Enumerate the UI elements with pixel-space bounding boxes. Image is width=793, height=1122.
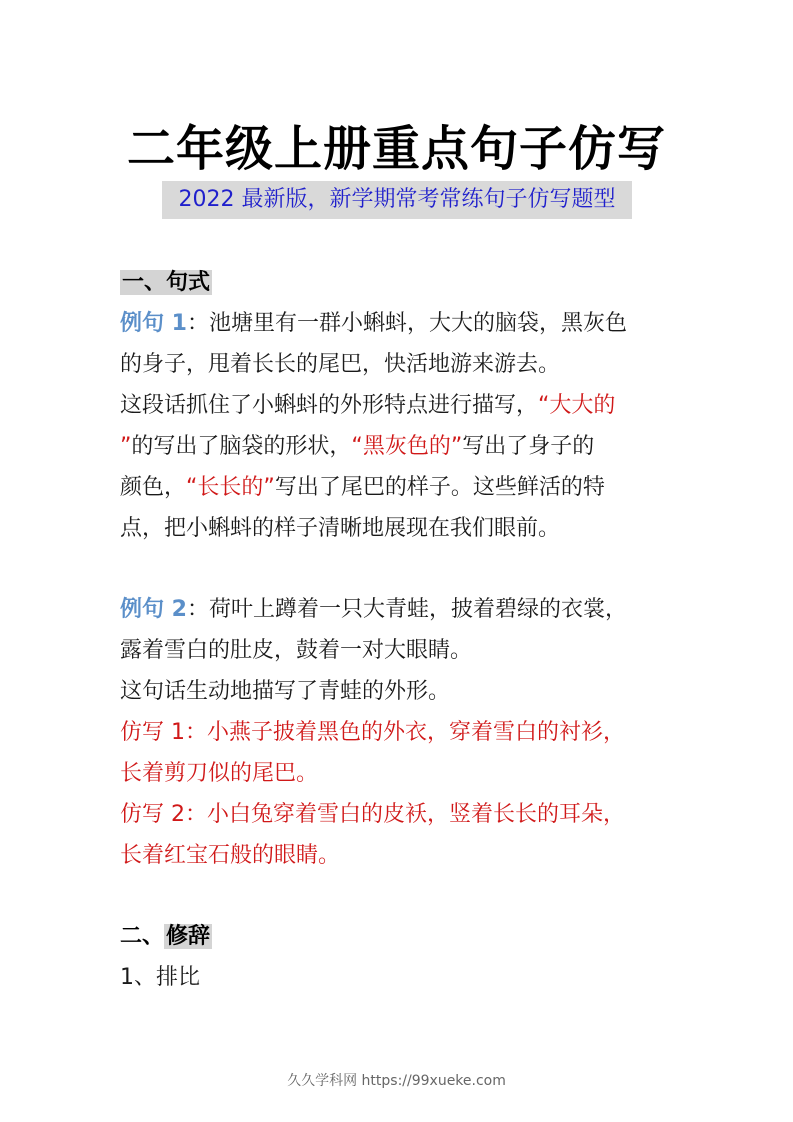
analysis-1-text-b: 的写出了脑袋的形状， bbox=[131, 434, 352, 459]
analysis-1-text-c: 写出了身子的 bbox=[462, 434, 595, 459]
analysis-1-quote-b: “黑灰色的” bbox=[351, 434, 463, 459]
example-1-text-1: ：池塘里有一群小蝌蚪，大大的脑袋，黑灰色 bbox=[186, 311, 627, 336]
example-2-label: 例句 2 bbox=[120, 597, 187, 622]
page-title: 二年级上册重点句子仿写 bbox=[126, 121, 666, 177]
example-1-line-2: 的身子，甩着长长的尾巴，快活地游来游去。 bbox=[120, 352, 561, 377]
analysis-1-line-2 bbox=[120, 426, 680, 467]
section-heading-1 bbox=[120, 262, 680, 303]
analysis-1-quote-c: “长长的” bbox=[186, 475, 275, 500]
spacer bbox=[120, 549, 680, 589]
analysis-2: 这句话生动地描写了青蛙的外形。 bbox=[120, 679, 451, 704]
example-1-label: 例句 1 bbox=[120, 311, 187, 336]
footer-watermark: 久久学科网 https://99xueke.com bbox=[287, 1073, 506, 1089]
analysis-1-line-4: 点，把小蝌蚪的样子清晰地展现在我们眼前。 bbox=[120, 516, 561, 541]
analysis-1-quote-close: ” bbox=[120, 434, 132, 459]
example-2-text-1: ：荷叶上蹲着一只大青蛙，披着碧绿的衣裳， bbox=[186, 597, 627, 622]
analysis-1-text-e: 写出了尾巴的样子。这些鲜活的特 bbox=[274, 475, 605, 500]
analysis-1-line-1 bbox=[120, 385, 680, 426]
analysis-1-line-3 bbox=[120, 467, 680, 508]
analysis-1-quote-a: “大大的 bbox=[538, 393, 616, 418]
spacer bbox=[120, 876, 680, 916]
imitation-2-line-1: 仿写 2：小白兔穿着雪白的皮袄，竖着长长的耳朵， bbox=[120, 802, 625, 827]
section-heading-1-text: 一、句式 bbox=[122, 270, 211, 295]
analysis-1-text-a: 这段话抓住了小蝌蚪的外形特点进行描写， bbox=[120, 393, 539, 418]
page-subtitle: 2022 最新版，新学期常考常练句子仿写题型 bbox=[162, 181, 632, 219]
section-heading-2-number: 二、 bbox=[120, 924, 165, 949]
section-heading-2-text: 修辞 bbox=[166, 924, 211, 949]
imitation-2-line-2: 长着红宝石般的眼睛。 bbox=[120, 843, 341, 868]
example-1-line-1 bbox=[120, 303, 680, 344]
document-body bbox=[120, 262, 680, 998]
example-2-line-1 bbox=[120, 589, 680, 630]
section-heading-2 bbox=[120, 916, 680, 957]
analysis-1-text-d: 颜色， bbox=[120, 475, 187, 500]
list-item-1: 1、排比 bbox=[120, 965, 200, 990]
imitation-1-line-2: 长着剪刀似的尾巴。 bbox=[120, 761, 319, 786]
imitation-1-line-1: 仿写 1：小燕子披着黑色的外衣，穿着雪白的衬衫， bbox=[120, 720, 625, 745]
example-2-line-2: 露着雪白的肚皮，鼓着一对大眼睛。 bbox=[120, 638, 473, 663]
